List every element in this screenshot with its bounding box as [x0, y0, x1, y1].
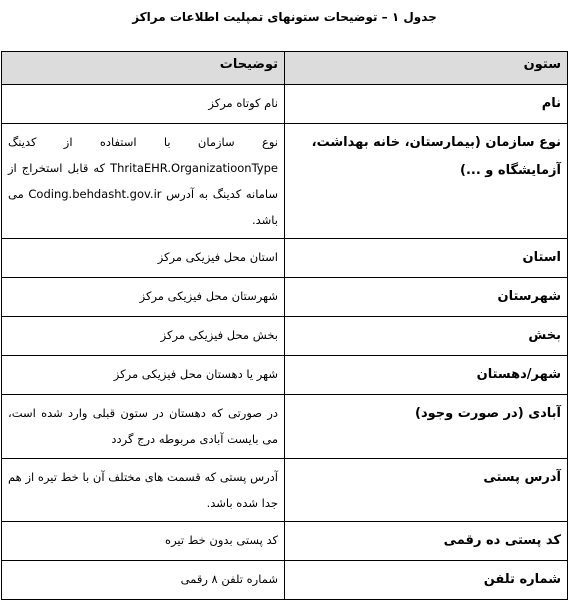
- row-description: شماره تلفن ۸ رقمی: [2, 561, 285, 600]
- row-column-name: آدرس پستی: [285, 459, 568, 522]
- row-description: بخش محل فیزیکی مرکز: [2, 317, 285, 356]
- table-row: [2, 356, 568, 395]
- row-column-name: نام: [285, 85, 568, 124]
- row-column-name: استان: [285, 239, 568, 278]
- row-description: استان محل فیزیکی مرکز: [2, 239, 285, 278]
- header-column: ستون: [285, 52, 568, 85]
- row-column-name: نوع سازمان (بیمارستان، خانه بهداشت، آزمایشگاه و ...): [285, 124, 568, 239]
- row-description: شهر یا دهستان محل فیزیکی مرکز: [2, 356, 285, 395]
- table-row: [2, 522, 568, 561]
- row-column-name: شهرستان: [285, 278, 568, 317]
- organization-columns-table: [1, 51, 568, 600]
- table-row: [2, 561, 568, 600]
- row-column-name: شماره تلفن: [285, 561, 568, 600]
- table-caption: جدول ۱ – توضیحات ستونهای تمپلیت اطلاعات مراکز: [132, 10, 437, 24]
- row-column-name: کد پستی ده رقمی: [285, 522, 568, 561]
- row-description: نام کوتاه مرکز: [2, 85, 285, 124]
- table-header-row: [2, 52, 568, 85]
- row-description: شهرستان محل فیزیکی مرکز: [2, 278, 285, 317]
- table-row: [2, 124, 568, 239]
- row-description: در صورتی که دهستان در ستون قبلی وارد شده است، می بایست آبادی مربوطه درج گردد: [2, 395, 285, 459]
- table-row: [2, 317, 568, 356]
- table-row: [2, 239, 568, 278]
- table-row: [2, 85, 568, 124]
- row-description: نوع سازمان با استفاده از کدینگ ThritaEHR.OrganizatioonType که قابل استخراج از سامانه کدینگ به آدرس Coding.behdasht.gov.ir می باشد.: [2, 124, 285, 239]
- table-row: [2, 395, 568, 459]
- table-row: [2, 278, 568, 317]
- table-row: [2, 459, 568, 522]
- row-description: کد پستی بدون خط تیره: [2, 522, 285, 561]
- header-description: توضیحات: [2, 52, 285, 85]
- row-column-name: آبادی (در صورت وجود): [285, 395, 568, 459]
- row-column-name: بخش: [285, 317, 568, 356]
- row-column-name: شهر/دهستان: [285, 356, 568, 395]
- row-description: آدرس پستی که قسمت های مختلف آن با خط تیره از هم جدا شده باشد.: [2, 459, 285, 522]
